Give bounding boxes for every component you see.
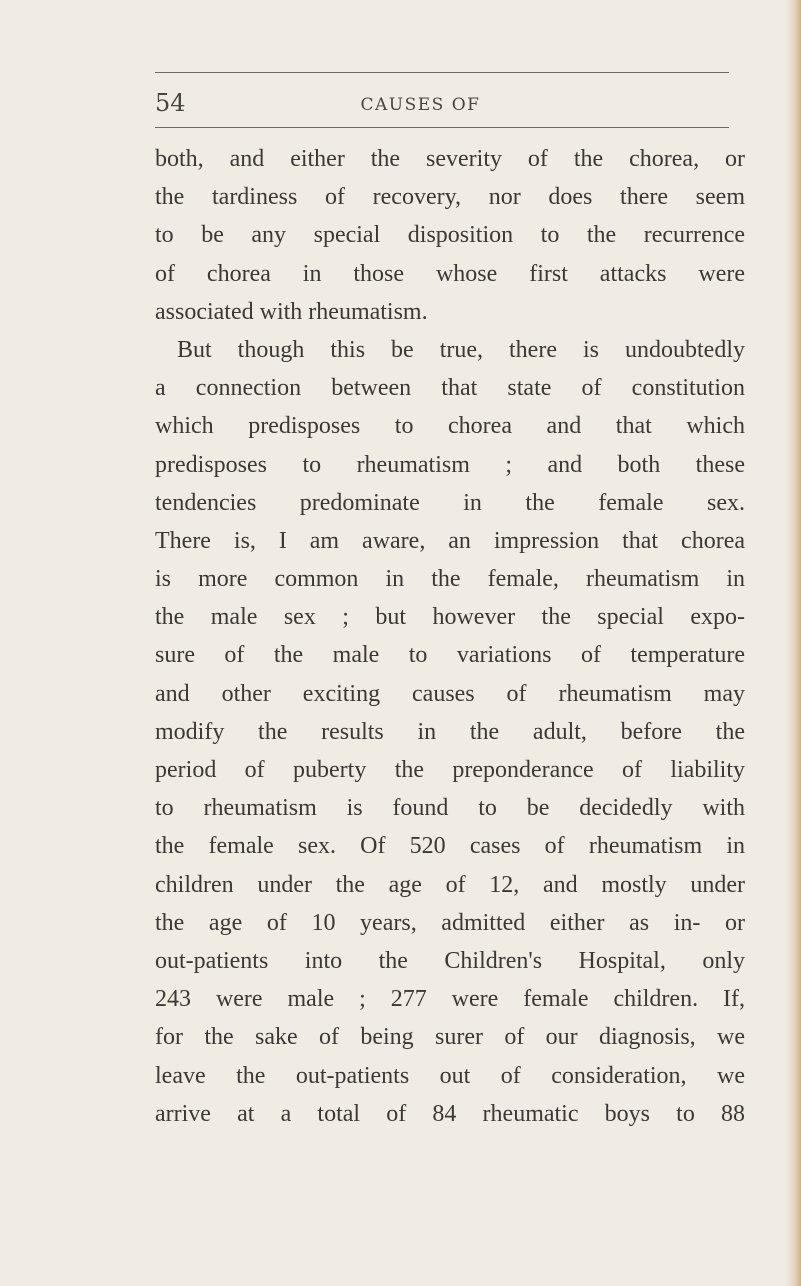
- text-line: arrive at a total of 84 rheumatic boys to 88: [155, 1100, 745, 1127]
- header-rule-bottom: [155, 127, 729, 128]
- text-line: sure of the male to variations of temperature: [155, 642, 745, 669]
- text-line: leave the out-patients out of consideration, we: [155, 1062, 745, 1089]
- page-edge-shadow: [785, 0, 801, 1286]
- text-line: associated with rheumatism.: [155, 298, 428, 325]
- text-line: to rheumatism is found to be decidedly with: [155, 795, 745, 822]
- page-number: 54: [155, 89, 186, 117]
- text-line: predisposes to rheumatism ; and both these: [155, 451, 745, 478]
- body-text: [155, 140, 745, 1133]
- text-line: the male sex ; but however the special expo-: [155, 604, 745, 631]
- header-rule-top: [155, 72, 729, 73]
- text-line: for the sake of being surer of our diagnosis, we: [155, 1024, 745, 1051]
- text-line: tendencies predominate in the female sex.: [155, 489, 745, 516]
- text-line: the age of 10 years, admitted either as in- or: [155, 909, 745, 936]
- text-line: to be any special disposition to the recurrence: [155, 222, 745, 249]
- text-line: both, and either the severity of the chorea, or: [155, 146, 745, 172]
- running-head: CAUSES OF: [360, 95, 481, 115]
- text-line: the tardiness of recovery, nor does there seem: [155, 184, 745, 211]
- text-line: modify the results in the adult, before the: [155, 718, 745, 745]
- text-line: children under the age of 12, and mostly under: [155, 871, 745, 898]
- text-line: 243 were male ; 277 were female children. If,: [155, 986, 745, 1013]
- text-line: But though this be true, there is undoubtedly: [177, 336, 745, 363]
- text-line: the female sex. Of 520 cases of rheumatism in: [155, 833, 745, 860]
- text-line: There is, I am aware, an impression that chorea: [155, 527, 745, 554]
- text-line: and other exciting causes of rheumatism may: [155, 680, 745, 707]
- text-line: a connection between that state of constitution: [155, 375, 745, 402]
- text-line: out-patients into the Children's Hospital, only: [155, 947, 745, 974]
- text-line: period of puberty the preponderance of liability: [155, 757, 745, 783]
- text-line: of chorea in those whose first attacks were: [155, 260, 745, 287]
- text-line: which predisposes to chorea and that which: [155, 413, 745, 440]
- text-line: is more common in the female, rheumatism in: [155, 566, 745, 593]
